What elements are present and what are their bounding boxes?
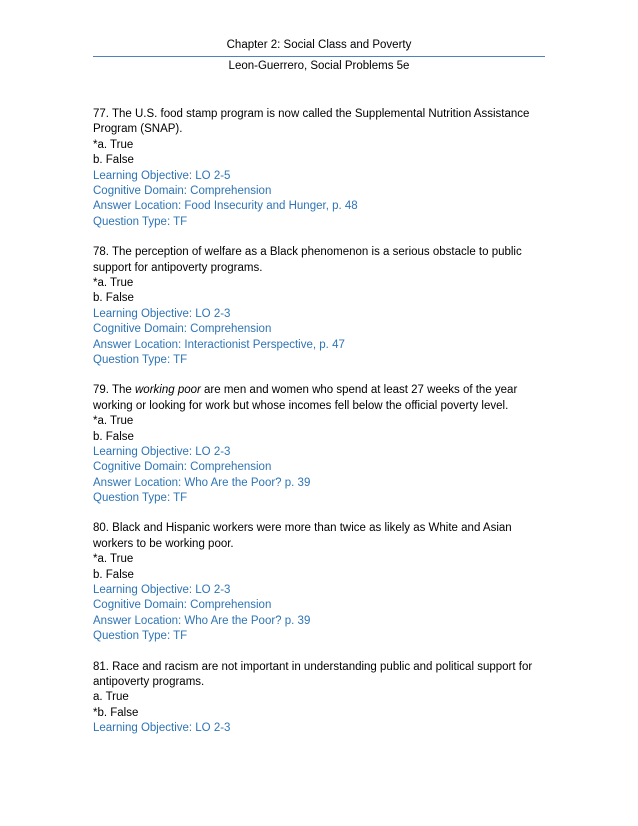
question-81 — [93, 660, 545, 737]
header-chapter-title: Chapter 2: Social Class and Poverty — [93, 36, 545, 57]
answer-option: *b. False — [93, 706, 139, 719]
learning-objective: Learning Objective: LO 2-3 — [93, 445, 231, 458]
learning-objective: Learning Objective: LO 2-5 — [93, 169, 231, 182]
question-type: Question Type: TF — [93, 630, 188, 643]
cognitive-domain: Cognitive Domain: Comprehension — [93, 599, 272, 612]
answer-option: *a. True — [93, 415, 134, 428]
learning-objective: Learning Objective: LO 2-3 — [93, 722, 231, 735]
question-list — [93, 107, 545, 751]
question-stem: 78. The perception of welfare as a Black phenomenon is a serious obstacle to public — [93, 246, 522, 259]
question-type: Question Type: TF — [93, 353, 188, 366]
question-stem: working or looking for work but whose incomes fell below the official poverty level. — [93, 399, 509, 412]
question-stem — [93, 383, 545, 398]
cognitive-domain: Cognitive Domain: Comprehension — [93, 461, 272, 474]
question-stem-suffix: are men and women who spend at least 27 weeks of the year — [200, 384, 518, 397]
question-type: Question Type: TF — [93, 492, 188, 505]
cognitive-domain: Cognitive Domain: Comprehension — [93, 323, 272, 336]
question-stem-term: working poor — [135, 384, 201, 397]
question-stem: 80. Black and Hispanic workers were more than twice as likely as White and Asian — [93, 522, 512, 535]
learning-objective: Learning Objective: LO 2-3 — [93, 584, 231, 597]
question-stem: antipoverty programs. — [93, 675, 205, 688]
answer-location: Answer Location: Interactionist Perspective, p. 47 — [93, 338, 345, 351]
question-stem: 77. The U.S. food stamp program is now called the Supplemental Nutrition Assistance — [93, 108, 530, 120]
question-stem-prefix: 79. The — [93, 384, 135, 397]
question-type: Question Type: TF — [93, 215, 188, 228]
question-stem: support for antipoverty programs. — [93, 261, 263, 274]
answer-option: a. True — [93, 691, 129, 704]
answer-option: b. False — [93, 430, 134, 443]
answer-option: *a. True — [93, 553, 134, 566]
header-book-title: Leon-Guerrero, Social Problems 5e — [228, 60, 410, 72]
cognitive-domain: Cognitive Domain: Comprehension — [93, 185, 272, 198]
answer-location: Answer Location: Who Are the Poor? p. 39 — [93, 476, 311, 489]
answer-location: Answer Location: Food Insecurity and Hunger, p. 48 — [93, 200, 358, 213]
question-stem: workers to be working poor. — [93, 537, 234, 550]
question-78 — [93, 245, 545, 368]
answer-option: b. False — [93, 292, 134, 305]
answer-option: b. False — [93, 568, 134, 581]
question-stem: Program (SNAP). — [93, 123, 183, 136]
question-79 — [93, 383, 545, 506]
question-80 — [93, 521, 545, 644]
learning-objective: Learning Objective: LO 2-3 — [93, 307, 231, 320]
page-header — [93, 36, 545, 76]
answer-option: *a. True — [93, 138, 134, 151]
answer-option: b. False — [93, 154, 134, 167]
answer-option: *a. True — [93, 276, 134, 289]
question-stem: 81. Race and racism are not important in understanding public and political support for — [93, 660, 533, 673]
question-77 — [93, 107, 545, 230]
answer-location: Answer Location: Who Are the Poor? p. 39 — [93, 614, 311, 627]
